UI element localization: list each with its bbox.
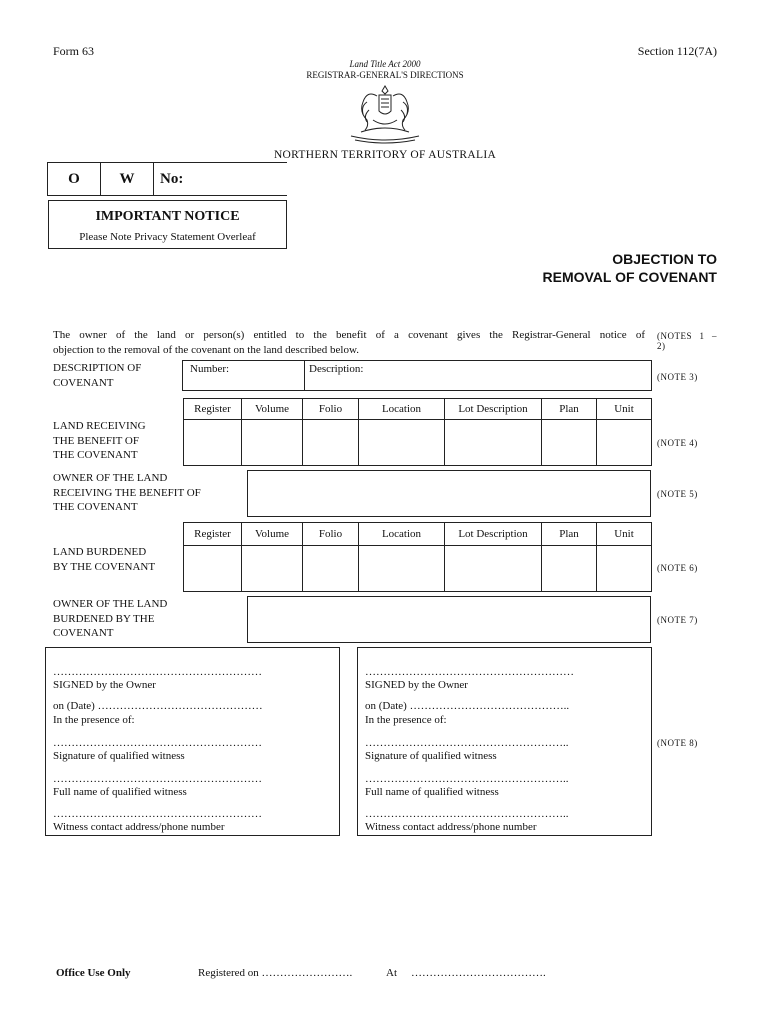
witness-name-line[interactable]: …………………………………………………: [53, 773, 262, 785]
covenant-description-label: DESCRIPTION OF COVENANT: [53, 362, 142, 389]
registered-at-label: At: [386, 967, 397, 979]
register-input[interactable]: [184, 546, 242, 592]
notes-1-2-line2: 2): [657, 341, 666, 351]
column-header: Unit: [597, 523, 652, 546]
covenant-number-label: Number:: [190, 363, 230, 375]
important-notice-box: [48, 200, 287, 249]
form-title-line2: REMOVAL OF COVENANT: [542, 269, 717, 285]
column-header: Volume: [242, 399, 303, 420]
signature-block-left: [45, 647, 340, 836]
folio-input[interactable]: [303, 546, 359, 592]
directions-title: REGISTRAR-GENERAL'S DIRECTIONS: [306, 70, 464, 80]
covenant-number-field[interactable]: [183, 361, 305, 390]
volume-input[interactable]: [242, 420, 303, 466]
folio-input[interactable]: [303, 420, 359, 466]
witness-name-line[interactable]: ………………………………………………..: [365, 773, 569, 785]
form-title: [543, 250, 718, 286]
column-header: Register: [184, 399, 242, 420]
intro-line-1: The owner of the land or person(s) entitled to the benefit of a covenant gives the Registrar-General notice of: [53, 329, 645, 341]
form-title-line1: OBJECTION TO: [612, 251, 717, 267]
owner-benefit-input[interactable]: [247, 470, 651, 517]
unit-input[interactable]: [597, 420, 652, 466]
witness-signature-line[interactable]: ………………………………………………..: [365, 737, 569, 749]
owner-burdened-input[interactable]: [247, 596, 651, 643]
owner-signature-line[interactable]: …………………………………………………: [53, 666, 262, 678]
witness-name-label: Full name of qualified witness: [365, 786, 499, 798]
note-6: (NOTE 6): [657, 563, 698, 573]
office-w-cell: [100, 162, 153, 196]
office-number-label: No:: [160, 171, 184, 187]
coat-of-arms-emblem: [343, 82, 427, 146]
column-header: Folio: [303, 399, 359, 420]
column-header: Lot Description: [445, 523, 542, 546]
location-input[interactable]: [359, 546, 445, 592]
land-benefit-label: LAND RECEIVING THE BENEFIT OF THE COVENANT: [53, 420, 146, 461]
lot-description-input[interactable]: [445, 546, 542, 592]
witness-name-label: Full name of qualified witness: [53, 786, 187, 798]
land-burdened-label: LAND BURDENED BY THE COVENANT: [53, 546, 156, 573]
office-w-label: W: [119, 171, 135, 187]
note-3: (NOTE 3): [657, 372, 698, 382]
register-input[interactable]: [184, 420, 242, 466]
signing-date-field[interactable]: on (Date) ……………………………………..: [365, 700, 570, 712]
signature-block-right: [357, 647, 652, 836]
column-header: Unit: [597, 399, 652, 420]
signed-by-owner-label: SIGNED by the Owner: [365, 679, 468, 691]
signed-by-owner-label: SIGNED by the Owner: [53, 679, 156, 691]
covenant-description-field-label: Description:: [309, 363, 364, 375]
land-burdened-table: [183, 522, 652, 592]
intro-line-2: objection to the removal of the covenant on the land described below.: [53, 344, 359, 356]
presence-label: In the presence of:: [365, 714, 447, 726]
owner-signature-line[interactable]: …………………………………………………: [365, 666, 574, 678]
owner-burdened-label: OWNER OF THE LAND BURDENED BY THE COVENANT: [53, 598, 168, 639]
column-header: Location: [359, 523, 445, 546]
column-header: Location: [359, 399, 445, 420]
notes-1-2: [657, 331, 717, 351]
witness-signature-line[interactable]: …………………………………………………: [53, 737, 262, 749]
owner-benefit-label: OWNER OF THE LAND RECEIVING THE BENEFIT OF THE COVENANT: [53, 472, 201, 513]
registered-at-field[interactable]: ……………………………….: [411, 967, 546, 979]
column-header: Volume: [242, 523, 303, 546]
column-header: Plan: [542, 523, 597, 546]
act-title: Land Title Act 2000: [349, 59, 421, 69]
privacy-notice-text: Please Note Privacy Statement Overleaf: [79, 231, 256, 243]
signing-date-field[interactable]: on (Date) ………………………………………: [53, 700, 263, 712]
office-use-label: Office Use Only: [56, 967, 131, 979]
unit-input[interactable]: [597, 546, 652, 592]
column-header: Register: [184, 523, 242, 546]
note-4: (NOTE 4): [657, 438, 698, 448]
witness-contact-line[interactable]: ………………………………………………..: [365, 808, 569, 820]
witness-signature-label: Signature of qualified witness: [53, 750, 185, 762]
notes-1-2-line1: (NOTES 1 –: [657, 331, 717, 341]
witness-contact-label: Witness contact address/phone number: [365, 821, 537, 833]
witness-signature-label: Signature of qualified witness: [365, 750, 497, 762]
section-reference: Section 112(7A): [637, 44, 717, 58]
presence-label: In the presence of:: [53, 714, 135, 726]
covenant-box: [182, 360, 652, 391]
covenant-description-field[interactable]: [304, 361, 651, 390]
column-header: Lot Description: [445, 399, 542, 420]
lot-description-input[interactable]: [445, 420, 542, 466]
plan-input[interactable]: [542, 420, 597, 466]
important-notice-title: IMPORTANT NOTICE: [95, 209, 240, 224]
location-input[interactable]: [359, 420, 445, 466]
land-benefit-table: [183, 398, 652, 466]
witness-contact-label: Witness contact address/phone number: [53, 821, 225, 833]
note-5: (NOTE 5): [657, 489, 698, 499]
witness-contact-line[interactable]: …………………………………………………: [53, 808, 262, 820]
office-o-label: O: [68, 171, 80, 187]
intro-paragraph: [53, 328, 645, 358]
column-header: Folio: [303, 523, 359, 546]
column-header: Plan: [542, 399, 597, 420]
office-o-cell: [47, 162, 100, 196]
office-number-cell: [153, 162, 287, 196]
plan-input[interactable]: [542, 546, 597, 592]
volume-input[interactable]: [242, 546, 303, 592]
note-7: (NOTE 7): [657, 615, 698, 625]
jurisdiction-title: NORTHERN TERRITORY OF AUSTRALIA: [273, 149, 497, 161]
form-number: Form 63: [53, 44, 95, 58]
registered-on-field[interactable]: Registered on …………………….: [198, 967, 353, 979]
note-8: (NOTE 8): [657, 738, 698, 748]
